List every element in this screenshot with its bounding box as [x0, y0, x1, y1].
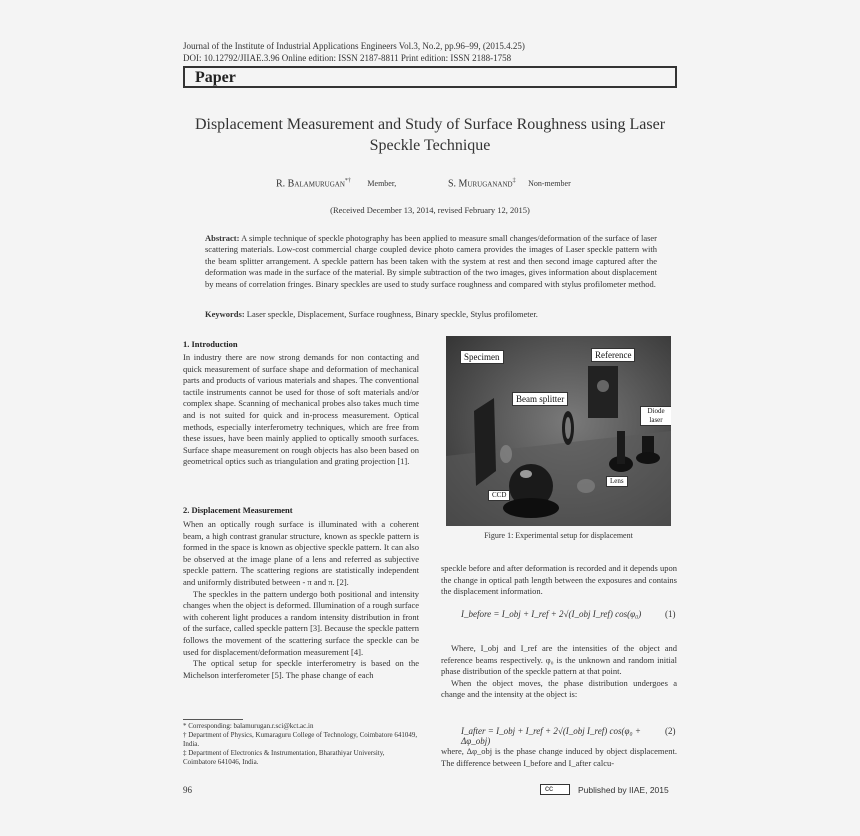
right-col-para-3-text: When the object moves, the phase distribution undergoes a change and the intensity at the object is: — [441, 677, 677, 700]
label-reference: Reference — [591, 348, 635, 362]
figure-1-drawing — [446, 336, 671, 526]
author-1-mark: *† — [344, 178, 351, 184]
published-by: Published by IIAE, 2015 — [578, 785, 669, 795]
abstract-label: Abstract: — [205, 233, 240, 243]
label-lens: Lens — [606, 476, 628, 487]
section-1-heading: 1. Introduction — [183, 339, 238, 349]
author-2-name: S. Muruganand — [448, 178, 513, 190]
author-1-role: Member, — [367, 179, 397, 189]
abstract-text: A simple technique of speckle photography has been applied to measure small changes/deformation of the surface of laser scattering materials. Low-cost commercial charge coupled device photo camera provides the images of Laser speckle pattern with the beam splitter arrangement. A speckle pattern has been taken with the system at rest and then second image captured after the deformation was made in the surface of the material. By simple subtraction of the two images, gives information about displacement by means of correlation fringes. Binary speckles are used to study surface roughness and compared with stylus profilometer method. — [205, 233, 658, 289]
section-2-para-2: The speckles in the pattern undergo both positional and intensity changes when the object is deformed. Illumination of a rough surface with coherent light produces a random intensity distribution in front of the surface, called speckle pattern [3]. Because the speckle pattern follows the movement of the scattering surface the speckle can be used for displacement/deformation measurement [4]. — [183, 588, 419, 657]
author-2-role: Non-member — [528, 179, 571, 189]
section-1-body: In industry there are now strong demands for non contacting and quick measurement of surface shape and deformation of mechanical parts and products of various materials and shapes. The conventional tactile instruments cannot be used for those of soft materials and/or complex shape. Scanning of mechanical probes also takes much time and is not suited for quick and in-process measurement. Optical methods, especially interferometry techniques, which are free from these issues, have been mainly applied to optically smooth surfaces. Surface shape measurement on rough objects has also been based on geometrical optics such as triangulation and grating projection [1]. — [183, 352, 419, 467]
section-2-para-1: When an optically rough surface is illuminated with a coherent beam, a high contrast granular structure, known as speckle pattern is formed in the space is known as objective speckle pattern. It can also be observed at the image plane of a lens and referred as subjective speckle pattern. The scattering regions are statistically independent and uniformly distributed between - π and π. [2]. — [183, 519, 419, 587]
abstract — [205, 233, 657, 290]
footnote-2: † Department of Physics, Kumaraguru College of Technology, Coimbatore 641049, India. — [183, 731, 418, 748]
right-col-para-2-text: Where, I_obj and I_ref are the intensities of the object and reference beams respectively. φ₀ is the unknown and random initial phase distribution of the speckle pattern at that point. — [441, 643, 677, 677]
figure-1-photo — [446, 336, 671, 526]
equation-2: I_after = I_obj + I_ref + 2√(I_obj I_ref) cos(φ₀ + Δφ_obj) — [461, 726, 641, 746]
label-beam-splitter: Beam splitter — [512, 392, 568, 406]
footnotes — [183, 722, 419, 767]
journal-header — [183, 40, 677, 64]
right-col-para-1: speckle before and after deformation is recorded and it depends upon the change in optical path length between the exposures and contains the displacement information. — [441, 563, 677, 597]
keywords — [205, 309, 657, 320]
cc-badge-text: cc — [545, 784, 553, 793]
doi-line: DOI: 10.12792/JIIAE.3.96 Online edition: ISSN 2187-8811 Print edition: ISSN 2188-1758 — [183, 53, 512, 63]
equation-1: I_before = I_obj + I_ref + 2√(I_obj I_ref) cos(φ₀) — [461, 609, 642, 619]
equation-1-number: (1) — [665, 609, 676, 619]
paper-label-box — [183, 66, 677, 88]
paper-title: Displacement Measurement and Study of Surface Roughness using Laser Speckle Technique — [194, 116, 666, 154]
author-1 — [276, 178, 396, 189]
received-dates: (Received December 13, 2014, revised February 12, 2015) — [330, 205, 530, 215]
author-2 — [448, 178, 571, 189]
author-2-mark: ‡ — [512, 178, 516, 184]
cc-license-badge — [540, 784, 570, 795]
author-1-name: R. Balamurugan — [276, 178, 345, 190]
figure-1-caption: Figure 1: Experimental setup for displacement — [484, 531, 633, 540]
footnote-3: ‡ Department of Electronics & Instrumentation, Bharathiyar University, Coimbatore 641046, India. — [183, 749, 385, 766]
section-2-body — [183, 519, 419, 681]
section-2-heading: 2. Displacement Measurement — [183, 505, 293, 515]
right-col-para-2 — [441, 643, 677, 701]
journal-line: Journal of the Institute of Industrial Applications Engineers Vol.3, No.2, pp.96–99, (2015.4.25) — [183, 41, 525, 51]
label-ccd: CCD — [488, 490, 510, 501]
keywords-text: Laser speckle, Displacement, Surface roughness, Binary speckle, Stylus profilometer. — [246, 309, 538, 319]
label-specimen: Specimen — [460, 350, 504, 364]
keywords-label: Keywords: — [205, 309, 245, 319]
label-diode-laser: Diode laser — [640, 406, 671, 426]
specimen-plate — [474, 398, 496, 486]
footnote-rule — [183, 719, 243, 720]
right-col-para-4: where, Δφ_obj is the phase change induced by object displacement. The difference between I_before and I_after calcu- — [441, 746, 677, 768]
section-2-para-3: The optical setup for speckle interferometry is based on the Michelson interferometer [5]. The phase change of each — [183, 658, 419, 680]
page-number: 96 — [183, 785, 192, 795]
paper-label: Paper — [195, 69, 236, 86]
equation-2-number: (2) — [665, 726, 676, 736]
footnote-1: * Corresponding: balamurugan.r.sci@kct.ac.in — [183, 722, 314, 730]
